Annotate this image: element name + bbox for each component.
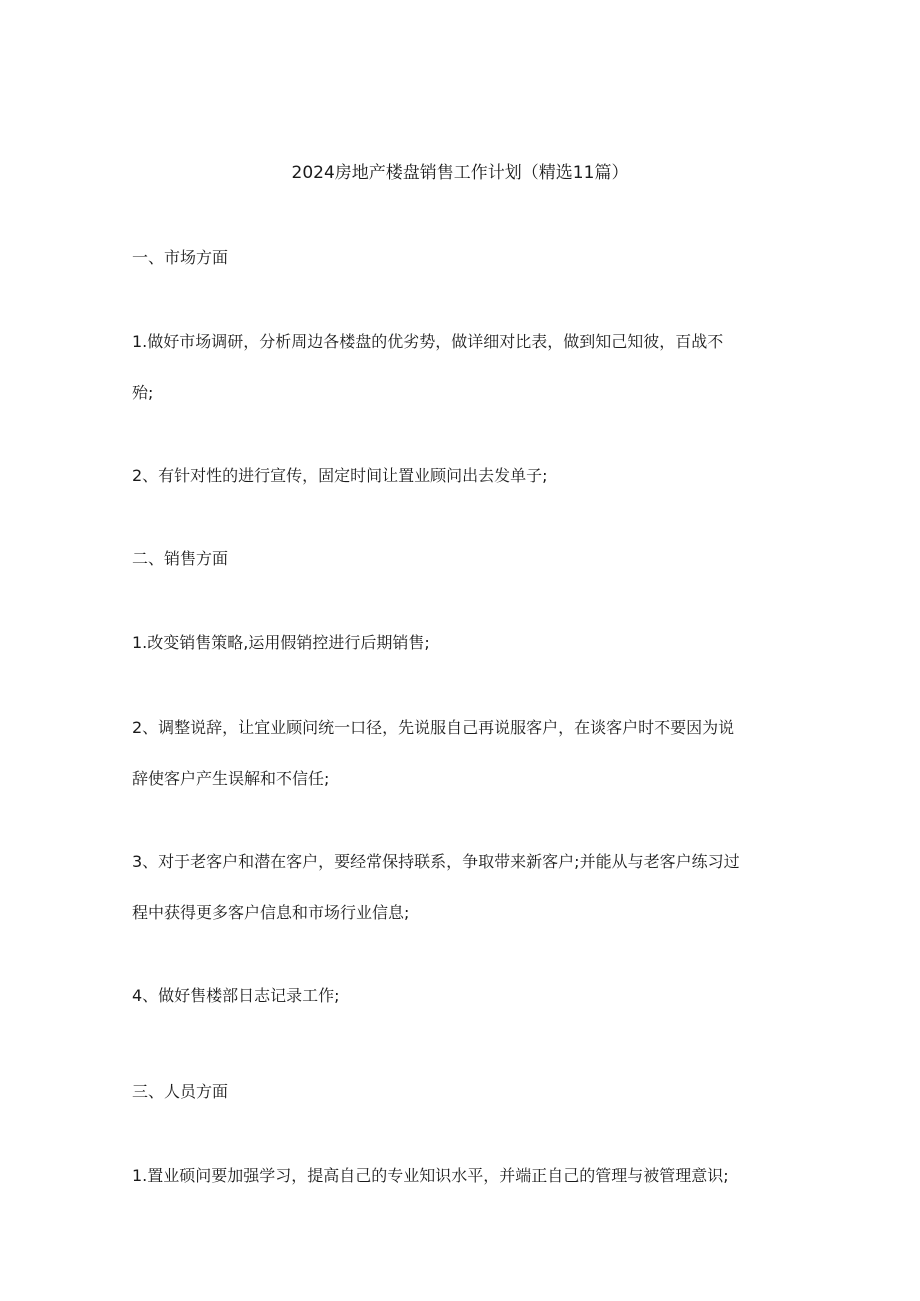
paragraph-line: 二、销售方面 — [132, 549, 229, 568]
paragraph-line: 2、调整说辞，让宜业顾问统一口径，先说服自己再说服客户，在谈客户时不要因为说 — [132, 718, 735, 737]
paragraph-line: 4、做好售楼部日志记录工作; — [132, 986, 340, 1005]
paragraph-sales-4 — [132, 970, 780, 1021]
section-heading-staff — [132, 1066, 780, 1117]
paragraph-line: 1.做好市场调研，分析周边各楼盘的优劣势，做详细对比表，做到知己知彼，百战不 — [132, 332, 724, 351]
paragraph-line: 1.置业硕问要加强学习，提高自己的专业知识水平，并端正自己的管理与被管理意识; — [132, 1166, 729, 1185]
paragraph-market-2 — [132, 450, 780, 501]
paragraph-line: 3、对于老客户和潜在客户，要经常保持联系，争取带来新客户;并能从与老客户练习过 — [132, 852, 740, 871]
section-heading-sales — [132, 533, 780, 584]
document-title: 2024房地产楼盘销售工作计划（精选11篇） — [291, 163, 629, 183]
paragraph-sales-2 — [132, 702, 780, 804]
paragraph-line: 殆; — [132, 383, 154, 402]
paragraph-sales-1 — [132, 617, 780, 668]
paragraph-line: 2、有针对性的进行宣传，固定时间让置业顾问出去发单子; — [132, 466, 548, 485]
paragraph-line: 三、人员方面 — [132, 1082, 229, 1101]
paragraph-line: 一、市场方面 — [132, 248, 229, 267]
paragraph-line: 程中获得更多客户信息和市场行业信息; — [132, 903, 410, 922]
paragraph-staff-1 — [132, 1150, 780, 1201]
section-heading-market — [132, 232, 780, 283]
paragraph-line: 1.改变销售策略,运用假销控进行后期销售; — [132, 633, 430, 652]
paragraph-line: 辞使客户产生误解和不信任; — [132, 769, 330, 788]
paragraph-market-1 — [132, 316, 780, 418]
paragraph-sales-3 — [132, 836, 780, 938]
